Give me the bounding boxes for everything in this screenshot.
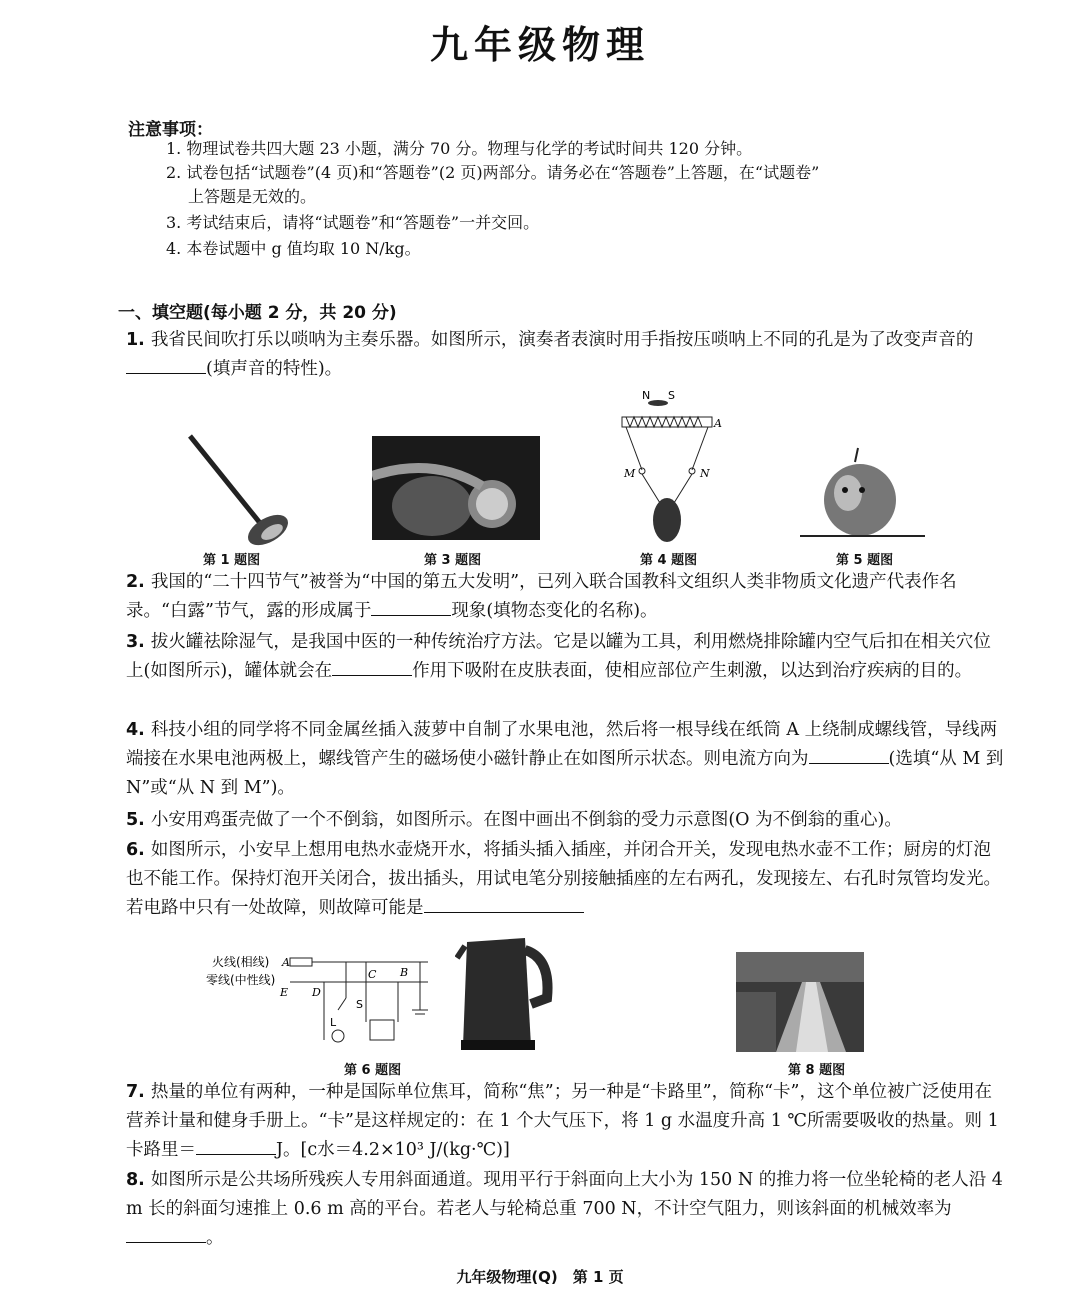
terminal-m-label: M xyxy=(624,467,636,480)
notice-item: 1. 物理试卷共四大题 23 小题，满分 70 分。物理与化学的考试时间共 120 分钟。 xyxy=(166,139,753,158)
answer-blank[interactable] xyxy=(424,894,584,913)
point-b-label: B xyxy=(400,966,409,979)
figure-caption: 第 8 题图 xyxy=(788,1063,846,1078)
figure-caption: 第 6 题图 xyxy=(344,1063,402,1078)
question-7: 7. 热量的单位有两种，一种是国际单位焦耳，简称“焦”；另一种是“卡路里”，简称“卡”，这个单位被广泛使用在营养计量和健身手册上。“卡”是这样规定的：在 1 个大气压下，将 1 g 水温度升高 1 ℃所需要吸收的热量。则 1 卡路里＝ J。[c水＝4.2×10³ J/(kg·℃)] xyxy=(126,1082,999,1160)
notice-item: 3. 考试结束后，请将“试题卷”和“答题卷”一并交回。 xyxy=(166,213,540,232)
neutral-wire-label: 零线(中性线) xyxy=(206,973,276,987)
answer-blank[interactable] xyxy=(126,1224,206,1243)
figure-caption: 第 5 题图 xyxy=(836,553,894,568)
question-6: 6. 如图所示，小安早上想用电热水壶烧开水，将插头插入插座，并闭合开关，发现电热水壶不工作；厨房的灯泡也不能工作。保持灯泡开关闭合，拔出插头，用试电笔分别接触插座的左右两孔，发现接左、右孔时氖管均发光。若电路中只有一处故障，则故障可能是 xyxy=(126,840,1001,918)
notice-item: 上答题是无效的。 xyxy=(188,187,317,206)
figure-caption: 第 1 题图 xyxy=(203,553,261,568)
switch-s-label: S xyxy=(356,998,363,1011)
point-c-label: C xyxy=(368,968,377,981)
point-a-label: A xyxy=(282,956,290,969)
lamp-l-label: L xyxy=(330,1016,337,1029)
cupping-figure xyxy=(372,436,540,540)
answer-blank[interactable] xyxy=(196,1136,276,1155)
question-8: 8. 如图所示是公共场所残疾人专用斜面通道。现用平行于斜面向上大小为 150 N 的推力将一位坐轮椅的老人沿 4 m 长的斜面匀速推上 0.6 m 高的平台。若老人与轮椅总重 700 N，不计空气阻力，则该斜面的机械效率为。 xyxy=(126,1170,1003,1248)
ramp-photo xyxy=(736,952,864,1052)
answer-blank[interactable] xyxy=(332,657,412,676)
answer-blank[interactable] xyxy=(126,355,206,374)
notice-heading: 注意事项： xyxy=(128,120,213,140)
answer-blank[interactable] xyxy=(371,597,451,616)
solenoid-figure xyxy=(612,385,732,545)
terminal-n-label: N xyxy=(700,467,710,480)
compass-n-label: N xyxy=(642,389,651,402)
question-1: 1. 我省民间吹打乐以唢呐为主奏乐器。如图所示，演奏者表演时用手指按压唢呐上不同的孔是为了改变声音的(填声音的特性)。 xyxy=(126,330,974,379)
question-3: 3. 拔火罐祛除湿气，是我国中医的一种传统治疗方法。它是以罐为工具，利用燃烧排除罐内空气后扣在相关穴位上(如图所示)，罐体就会在 作用下吸附在皮肤表面，使相应部位产生刺激，以达到治疗疾病的目的。 xyxy=(126,632,991,681)
notice-item: 4. 本卷试题中 g 值均取 10 N/kg。 xyxy=(166,239,421,258)
page-title: 九年级物理 xyxy=(429,23,650,67)
compass-s-label: S xyxy=(668,389,675,402)
tumbler-figure xyxy=(800,438,925,542)
question-5: 5. 小安用鸡蛋壳做了一个不倒翁，如图所示。在图中画出不倒翁的受力示意图(O 为不倒翁的重心)。 xyxy=(126,810,902,830)
answer-blank[interactable] xyxy=(809,745,889,764)
page-footer: 九年级物理(Q) 第 1 页 xyxy=(456,1268,624,1286)
suona-figure xyxy=(180,428,300,548)
question-4: 4. 科技小组的同学将不同金属丝插入菠萝中自制了水果电池，然后将一根导线在纸筒 A 上绕制成螺线管，导线两端接在水果电池两极上，螺线管产生的磁场使小磁针静止在如图所示状态。则电流方向为 (选填“从 M 到 N”或“从 N 到 M”)。 xyxy=(126,720,1004,798)
figure-caption: 第 4 题图 xyxy=(640,553,698,568)
kettle-figure xyxy=(455,928,555,1052)
section-heading: 一、填空题(每小题 2 分，共 20 分) xyxy=(118,303,397,323)
point-d-label: D xyxy=(312,986,321,999)
tube-a-label: A xyxy=(714,417,722,430)
live-wire-label: 火线(相线) xyxy=(212,955,270,969)
figure-caption: 第 3 题图 xyxy=(424,553,482,568)
circuit-figure xyxy=(206,950,438,1050)
question-2: 2. 我国的“二十四节气”被誉为“中国的第五大发明”，已列入联合国教科文组织人类非物质文化遗产代表作名录。“白露”节气，露的形成属于 现象(填物态变化的名称)。 xyxy=(126,572,957,621)
notice-item: 2. 试卷包括“试题卷”(4 页)和“答题卷”(2 页)两部分。请务必在“答题卷”上答题，在“试题卷” xyxy=(166,163,820,182)
point-e-label: E xyxy=(280,986,289,999)
